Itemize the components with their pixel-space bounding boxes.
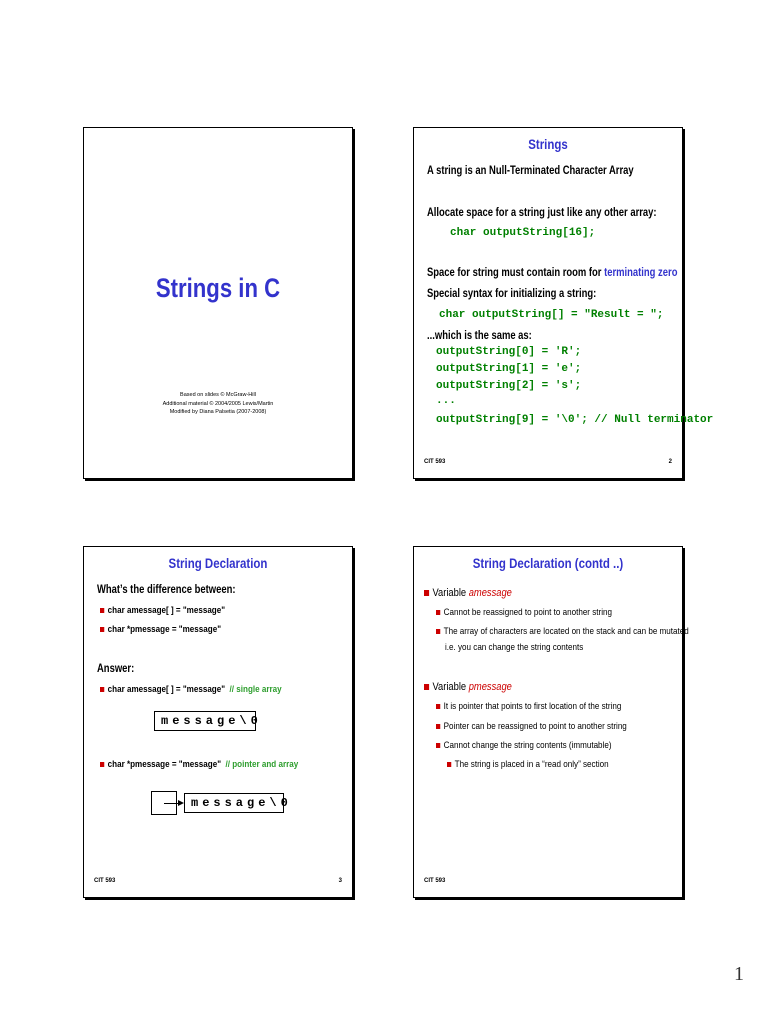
single-array-note: // single array xyxy=(229,684,282,695)
slide-2-line-3a: Space for string must contain room for xyxy=(427,267,605,279)
slide-2-title: Strings xyxy=(528,136,568,152)
slide-1-title: Strings in C xyxy=(155,273,281,303)
pmessage-point-3 xyxy=(436,740,612,751)
bullet-icon xyxy=(447,762,451,767)
slide-1 xyxy=(83,127,353,479)
pmessage-point-3-text: Cannot change the string contents (immutable) xyxy=(443,740,612,751)
terminating-zero-highlight: terminating zero xyxy=(604,267,678,279)
slide-2-code-7: outputString[9] = '\0'; // Null terminator xyxy=(436,414,714,426)
slide-2-code-3: outputString[0] = 'R'; xyxy=(436,346,582,358)
bullet-icon xyxy=(424,684,429,690)
slide-2-code-5: outputString[2] = 's'; xyxy=(436,380,582,392)
slide-2-line-4: Special syntax for initializing a string: xyxy=(427,288,597,300)
bullet-icon xyxy=(436,629,440,634)
slide-4 xyxy=(413,546,689,898)
slide-2-line-1: A string is an Null-Terminated Character Array xyxy=(427,165,634,177)
amessage-point-2 xyxy=(436,626,689,637)
bullet-icon xyxy=(100,627,104,632)
slide-2-footer-left: CIT 593 xyxy=(424,459,446,465)
slide-3-question: What’s the difference between: xyxy=(97,584,236,596)
bullet-1-text: char amessage[ ] = "message" xyxy=(107,605,226,616)
bullet-icon xyxy=(436,610,440,615)
slide-4-title: String Declaration (contd ..) xyxy=(472,555,624,571)
amessage-name: amessage xyxy=(468,587,512,599)
bullet-3-text: char amessage[ ] = "message" xyxy=(107,684,226,695)
bullet-icon xyxy=(436,724,440,729)
bullet-icon xyxy=(100,608,104,613)
slide-2-line-2: Allocate space for a string just like any other array: xyxy=(427,207,657,219)
slide-2-code-2: char outputString[] = "Result = "; xyxy=(439,309,664,321)
variable-amessage xyxy=(424,587,512,599)
pmessage-point-3-sub-text: The string is placed in a “read only” section xyxy=(454,759,609,770)
slide-2-line-5: ...which is the same as: xyxy=(427,330,532,342)
slide-3-bullet-4 xyxy=(100,759,298,770)
pointer-array-note: // pointer and array xyxy=(225,759,299,770)
pmessage-name: pmessage xyxy=(468,681,512,693)
message-pointed-box: message\0 xyxy=(184,793,284,813)
slide-2-code-6: ... xyxy=(436,395,456,407)
page-number: 1 xyxy=(734,963,744,985)
slide-3-title: String Declaration xyxy=(168,555,268,571)
bullet-icon xyxy=(100,762,104,767)
bullet-icon xyxy=(436,743,440,748)
pmessage-point-3-sub xyxy=(447,759,609,770)
pmessage-point-2 xyxy=(436,721,627,732)
slide-3-page-number: 3 xyxy=(338,878,342,884)
bullet-icon xyxy=(100,687,104,692)
slide-1-credits xyxy=(84,391,352,417)
variable-pmessage xyxy=(424,681,512,693)
slide-2 xyxy=(413,127,714,479)
slide-2-line-3 xyxy=(427,267,677,279)
slide-3-bullet-2 xyxy=(100,624,221,635)
bullet-icon xyxy=(436,704,440,709)
bullet-2-text: char *pmessage = "message" xyxy=(107,624,222,635)
variable-label: Variable xyxy=(432,681,469,693)
amessage-point-1 xyxy=(436,607,612,618)
slide-3 xyxy=(83,546,353,898)
credit-line-1: Based on slides © McGraw-Hill xyxy=(180,392,256,398)
slide-2-code-4: outputString[1] = 'e'; xyxy=(436,363,582,375)
message-array-box: message\0 xyxy=(154,711,256,731)
slide-4-footer-left: CIT 593 xyxy=(424,878,446,884)
credit-line-3: Modified by Diana Palsetia (2007-2008) xyxy=(169,409,267,415)
slide-3-bullet-1 xyxy=(100,605,225,616)
slide-2-code-1: char outputString[16]; xyxy=(450,227,596,239)
slide-3-bullet-3 xyxy=(100,684,282,695)
credit-line-2: Additional material © 2004/2005 Lewis/Martin xyxy=(162,400,274,407)
slide-3-footer-left: CIT 593 xyxy=(94,878,116,884)
pmessage-point-2-text: Pointer can be reassigned to point to another string xyxy=(443,721,627,732)
pmessage-point-1-text: It is pointer that points to first location of the string xyxy=(443,701,622,712)
amessage-point-2-text: The array of characters are located on the stack and can be mutated xyxy=(443,626,689,637)
amessage-point-1-text: Cannot be reassigned to point to another string xyxy=(443,607,613,618)
bullet-4-text: char *pmessage = "message" xyxy=(107,759,222,770)
slide-3-answer: Answer: xyxy=(97,663,135,675)
amessage-point-2-cont: i.e. you can change the string contents xyxy=(445,642,584,653)
pmessage-point-1 xyxy=(436,701,621,712)
slide-2-page-number: 2 xyxy=(668,459,672,465)
variable-label: Variable xyxy=(432,587,469,599)
bullet-icon xyxy=(424,590,429,596)
